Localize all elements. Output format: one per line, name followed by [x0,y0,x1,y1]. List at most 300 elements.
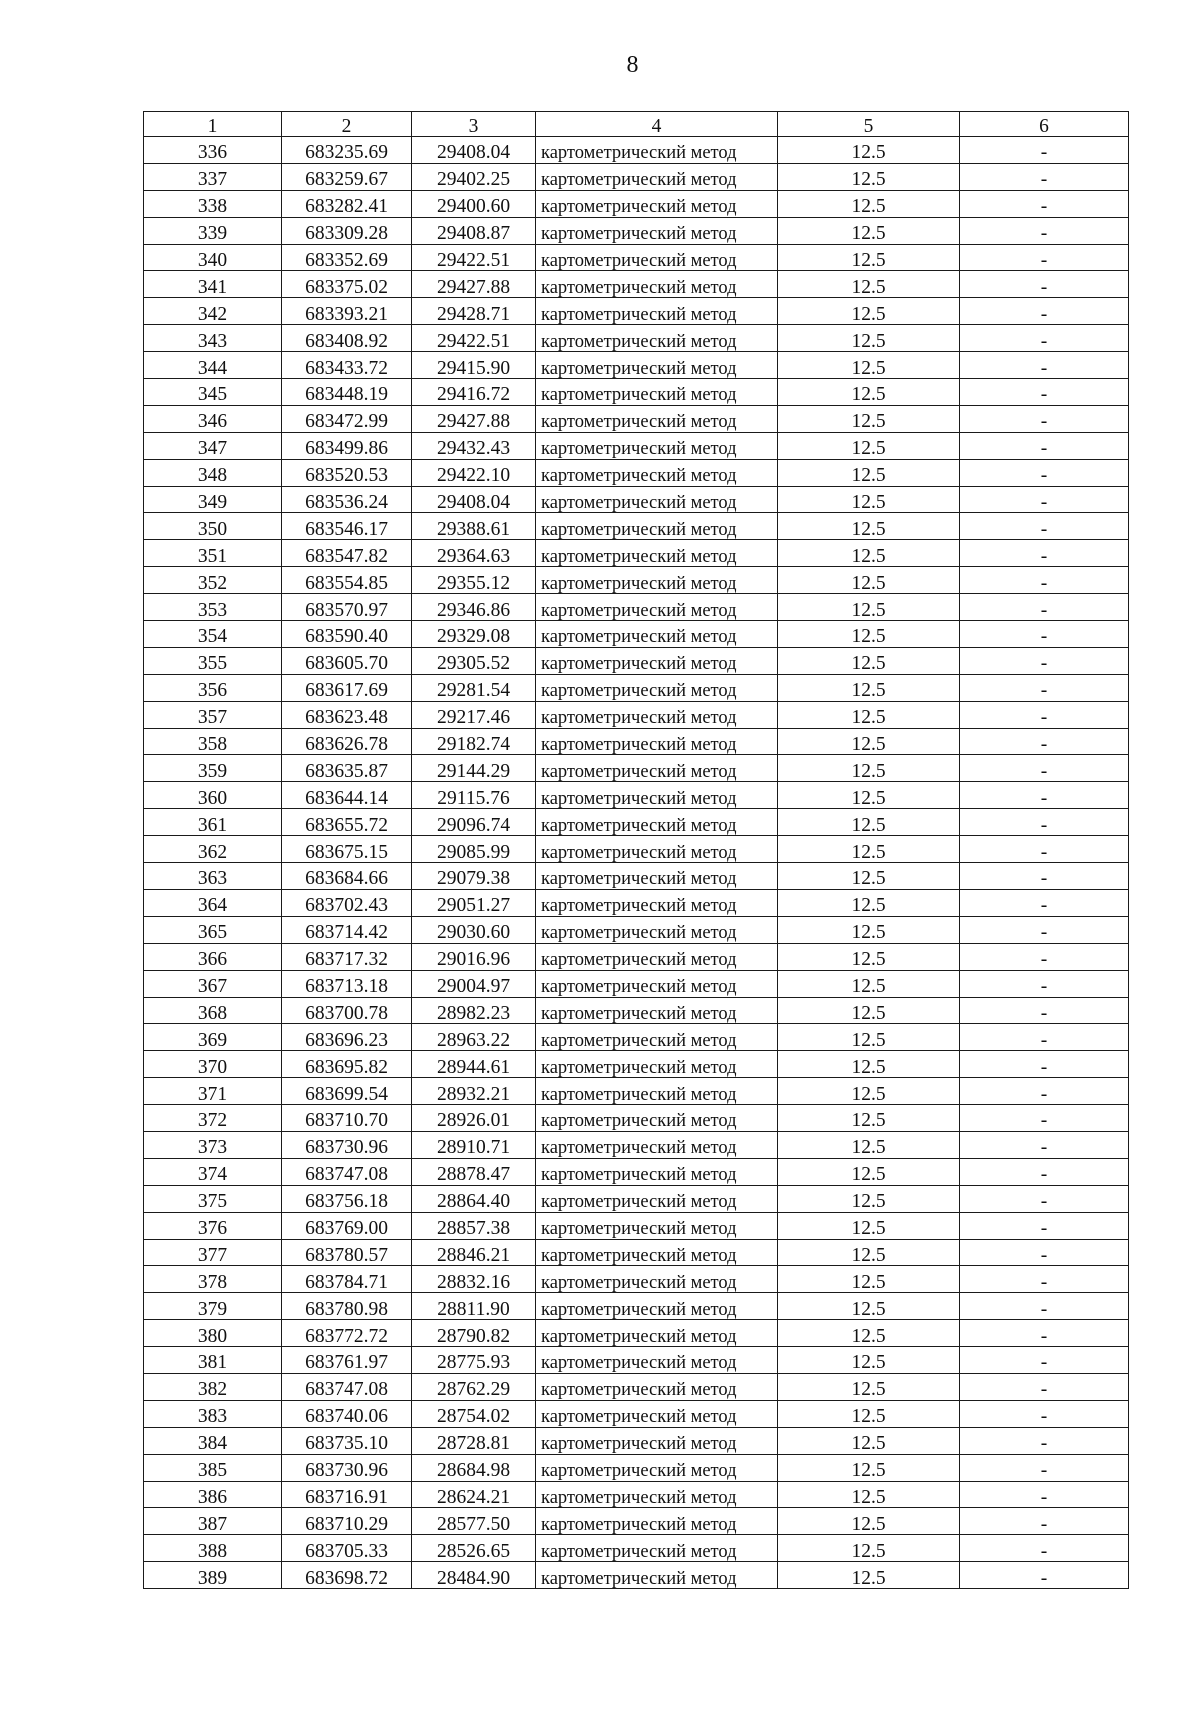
table-row [144,997,1129,1024]
table-row [144,540,1129,567]
cell-note: - [960,352,1129,379]
table-row [144,674,1129,701]
cell-x-coordinate: 683375.02 [282,271,412,298]
cell-note: - [960,1400,1129,1427]
cell-x-coordinate: 683590.40 [282,621,412,648]
cell-method: картометрический метод [536,863,778,890]
cell-point-number: 372 [144,1105,282,1132]
cell-point-number: 379 [144,1293,282,1320]
cell-x-coordinate: 683730.96 [282,1131,412,1158]
table-row [144,1158,1129,1185]
cell-accuracy: 12.5 [778,1373,960,1400]
cell-point-number: 351 [144,540,282,567]
table-row [144,970,1129,997]
cell-note: - [960,863,1129,890]
cell-y-coordinate: 28963.22 [412,1024,536,1051]
cell-method: картометрический метод [536,1373,778,1400]
cell-y-coordinate: 29096.74 [412,809,536,836]
cell-method: картометрический метод [536,1347,778,1374]
cell-y-coordinate: 28932.21 [412,1078,536,1105]
cell-accuracy: 12.5 [778,970,960,997]
cell-note: - [960,1212,1129,1239]
cell-point-number: 346 [144,405,282,432]
table-row [144,889,1129,916]
cell-point-number: 375 [144,1185,282,1212]
cell-y-coordinate: 28684.98 [412,1454,536,1481]
cell-note: - [960,836,1129,863]
cell-note: - [960,379,1129,406]
cell-point-number: 349 [144,486,282,513]
cell-point-number: 356 [144,674,282,701]
cell-note: - [960,244,1129,271]
table-row [144,217,1129,244]
cell-accuracy: 12.5 [778,1078,960,1105]
cell-accuracy: 12.5 [778,755,960,782]
cell-note: - [960,271,1129,298]
cell-accuracy: 12.5 [778,836,960,863]
cell-accuracy: 12.5 [778,1427,960,1454]
header-cell-4: 4 [536,112,778,137]
cell-x-coordinate: 683699.54 [282,1078,412,1105]
cell-accuracy: 12.5 [778,701,960,728]
cell-accuracy: 12.5 [778,647,960,674]
cell-method: картометрический метод [536,1535,778,1562]
table-row [144,755,1129,782]
cell-x-coordinate: 683352.69 [282,244,412,271]
cell-note: - [960,701,1129,728]
cell-note: - [960,432,1129,459]
cell-x-coordinate: 683408.92 [282,325,412,352]
cell-y-coordinate: 28728.81 [412,1427,536,1454]
cell-x-coordinate: 683769.00 [282,1212,412,1239]
cell-point-number: 383 [144,1400,282,1427]
cell-point-number: 370 [144,1051,282,1078]
cell-y-coordinate: 29355.12 [412,567,536,594]
cell-x-coordinate: 683747.08 [282,1373,412,1400]
cell-accuracy: 12.5 [778,1293,960,1320]
cell-accuracy: 12.5 [778,244,960,271]
cell-point-number: 353 [144,594,282,621]
table-row [144,836,1129,863]
table-row [144,809,1129,836]
cell-y-coordinate: 28944.61 [412,1051,536,1078]
cell-point-number: 360 [144,782,282,809]
cell-y-coordinate: 29422.51 [412,325,536,352]
cell-method: картометрический метод [536,513,778,540]
table-row [144,1373,1129,1400]
table-row [144,325,1129,352]
cell-point-number: 389 [144,1562,282,1589]
cell-method: картометрический метод [536,486,778,513]
cell-method: картометрический метод [536,1185,778,1212]
cell-accuracy: 12.5 [778,809,960,836]
cell-point-number: 342 [144,298,282,325]
cell-note: - [960,916,1129,943]
cell-point-number: 357 [144,701,282,728]
table-row [144,244,1129,271]
cell-note: - [960,1051,1129,1078]
cell-y-coordinate: 29144.29 [412,755,536,782]
cell-accuracy: 12.5 [778,379,960,406]
cell-accuracy: 12.5 [778,1105,960,1132]
cell-x-coordinate: 683717.32 [282,943,412,970]
cell-accuracy: 12.5 [778,190,960,217]
cell-y-coordinate: 28775.93 [412,1347,536,1374]
cell-point-number: 373 [144,1131,282,1158]
cell-accuracy: 12.5 [778,1024,960,1051]
cell-y-coordinate: 29416.72 [412,379,536,406]
cell-method: картометрический метод [536,1454,778,1481]
cell-x-coordinate: 683700.78 [282,997,412,1024]
cell-accuracy: 12.5 [778,405,960,432]
cell-method: картометрический метод [536,755,778,782]
cell-x-coordinate: 683695.82 [282,1051,412,1078]
cell-y-coordinate: 29415.90 [412,352,536,379]
cell-method: картометрический метод [536,1266,778,1293]
table-row [144,1481,1129,1508]
cell-method: картометрический метод [536,916,778,943]
cell-y-coordinate: 28910.71 [412,1131,536,1158]
cell-method: картометрический метод [536,271,778,298]
cell-note: - [960,1158,1129,1185]
table-row [144,594,1129,621]
cell-note: - [960,190,1129,217]
table-row [144,379,1129,406]
cell-note: - [960,1185,1129,1212]
cell-y-coordinate: 29085.99 [412,836,536,863]
cell-x-coordinate: 683520.53 [282,459,412,486]
table-row [144,271,1129,298]
cell-method: картометрический метод [536,325,778,352]
cell-accuracy: 12.5 [778,997,960,1024]
cell-method: картометрический метод [536,836,778,863]
cell-x-coordinate: 683547.82 [282,540,412,567]
cell-y-coordinate: 29182.74 [412,728,536,755]
cell-y-coordinate: 28982.23 [412,997,536,1024]
cell-note: - [960,1105,1129,1132]
cell-x-coordinate: 683713.18 [282,970,412,997]
cell-note: - [960,1078,1129,1105]
table-row [144,943,1129,970]
cell-point-number: 377 [144,1239,282,1266]
cell-method: картометрический метод [536,459,778,486]
cell-y-coordinate: 29217.46 [412,701,536,728]
cell-note: - [960,486,1129,513]
table-row [144,352,1129,379]
cell-accuracy: 12.5 [778,728,960,755]
cell-x-coordinate: 683710.70 [282,1105,412,1132]
cell-method: картометрический метод [536,567,778,594]
cell-accuracy: 12.5 [778,1481,960,1508]
header-cell-6: 6 [960,112,1129,137]
cell-y-coordinate: 29422.10 [412,459,536,486]
cell-x-coordinate: 683626.78 [282,728,412,755]
cell-accuracy: 12.5 [778,594,960,621]
cell-method: картометрический метод [536,647,778,674]
cell-accuracy: 12.5 [778,863,960,890]
cell-accuracy: 12.5 [778,1400,960,1427]
cell-accuracy: 12.5 [778,1454,960,1481]
cell-point-number: 350 [144,513,282,540]
cell-accuracy: 12.5 [778,1212,960,1239]
cell-x-coordinate: 683546.17 [282,513,412,540]
cell-note: - [960,1373,1129,1400]
cell-x-coordinate: 683617.69 [282,674,412,701]
cell-x-coordinate: 683635.87 [282,755,412,782]
cell-note: - [960,1293,1129,1320]
cell-note: - [960,970,1129,997]
cell-y-coordinate: 28811.90 [412,1293,536,1320]
cell-accuracy: 12.5 [778,1508,960,1535]
cell-x-coordinate: 683730.96 [282,1454,412,1481]
table-row [144,1535,1129,1562]
table-row [144,513,1129,540]
cell-note: - [960,889,1129,916]
cell-y-coordinate: 28857.38 [412,1212,536,1239]
cell-x-coordinate: 683282.41 [282,190,412,217]
cell-accuracy: 12.5 [778,621,960,648]
cell-y-coordinate: 29016.96 [412,943,536,970]
table-row [144,1131,1129,1158]
table-row [144,701,1129,728]
cell-method: картометрический метод [536,1481,778,1508]
cell-point-number: 363 [144,863,282,890]
table-row [144,1320,1129,1347]
cell-note: - [960,1266,1129,1293]
cell-y-coordinate: 29422.51 [412,244,536,271]
cell-note: - [960,540,1129,567]
cell-accuracy: 12.5 [778,1347,960,1374]
header-cell-5: 5 [778,112,960,137]
table-row [144,163,1129,190]
cell-method: картометрический метод [536,1212,778,1239]
cell-method: картометрический метод [536,405,778,432]
table-row [144,298,1129,325]
cell-method: картометрический метод [536,432,778,459]
cell-point-number: 359 [144,755,282,782]
cell-method: картометрический метод [536,1320,778,1347]
cell-x-coordinate: 683735.10 [282,1427,412,1454]
cell-method: картометрический метод [536,943,778,970]
cell-note: - [960,755,1129,782]
cell-y-coordinate: 28526.65 [412,1535,536,1562]
cell-x-coordinate: 683696.23 [282,1024,412,1051]
table-row [144,1508,1129,1535]
cell-note: - [960,163,1129,190]
cell-method: картометрический метод [536,1427,778,1454]
cell-y-coordinate: 28832.16 [412,1266,536,1293]
cell-note: - [960,782,1129,809]
cell-method: картометрический метод [536,1562,778,1589]
cell-accuracy: 12.5 [778,486,960,513]
table-row [144,1562,1129,1589]
cell-note: - [960,405,1129,432]
cell-method: картометрический метод [536,594,778,621]
cell-method: картометрический метод [536,1293,778,1320]
cell-point-number: 378 [144,1266,282,1293]
table-row [144,137,1129,164]
cell-method: картометрический метод [536,1131,778,1158]
cell-note: - [960,1535,1129,1562]
table-row [144,190,1129,217]
cell-accuracy: 12.5 [778,1131,960,1158]
cell-note: - [960,137,1129,164]
table-row [144,1454,1129,1481]
cell-accuracy: 12.5 [778,1562,960,1589]
cell-accuracy: 12.5 [778,271,960,298]
table-row [144,621,1129,648]
cell-y-coordinate: 29408.04 [412,137,536,164]
cell-y-coordinate: 29281.54 [412,674,536,701]
table-row [144,432,1129,459]
header-cell-1: 1 [144,112,282,137]
cell-point-number: 366 [144,943,282,970]
table-row [144,1078,1129,1105]
table-row [144,1427,1129,1454]
table-row [144,1024,1129,1051]
cell-x-coordinate: 683605.70 [282,647,412,674]
cell-point-number: 380 [144,1320,282,1347]
cell-y-coordinate: 29400.60 [412,190,536,217]
cell-note: - [960,647,1129,674]
cell-y-coordinate: 29428.71 [412,298,536,325]
cell-accuracy: 12.5 [778,674,960,701]
header-cell-3: 3 [412,112,536,137]
cell-x-coordinate: 683433.72 [282,352,412,379]
cell-point-number: 361 [144,809,282,836]
cell-method: картометрический метод [536,1051,778,1078]
cell-x-coordinate: 683644.14 [282,782,412,809]
cell-x-coordinate: 683499.86 [282,432,412,459]
cell-y-coordinate: 29115.76 [412,782,536,809]
table-row [144,1105,1129,1132]
table-row [144,1347,1129,1374]
cell-note: - [960,1454,1129,1481]
cell-y-coordinate: 29030.60 [412,916,536,943]
cell-method: картометрический метод [536,728,778,755]
cell-point-number: 384 [144,1427,282,1454]
cell-accuracy: 12.5 [778,217,960,244]
cell-accuracy: 12.5 [778,889,960,916]
cell-note: - [960,594,1129,621]
cell-method: картометрический метод [536,137,778,164]
cell-y-coordinate: 28926.01 [412,1105,536,1132]
cell-y-coordinate: 29305.52 [412,647,536,674]
cell-accuracy: 12.5 [778,432,960,459]
cell-x-coordinate: 683472.99 [282,405,412,432]
cell-point-number: 345 [144,379,282,406]
cell-y-coordinate: 28790.82 [412,1320,536,1347]
cell-x-coordinate: 683393.21 [282,298,412,325]
cell-note: - [960,1347,1129,1374]
cell-accuracy: 12.5 [778,352,960,379]
table-body [144,137,1129,1589]
cell-note: - [960,1427,1129,1454]
cell-note: - [960,997,1129,1024]
cell-note: - [960,1239,1129,1266]
cell-y-coordinate: 28846.21 [412,1239,536,1266]
cell-note: - [960,1562,1129,1589]
cell-x-coordinate: 683747.08 [282,1158,412,1185]
cell-method: картометрический метод [536,1400,778,1427]
cell-y-coordinate: 28577.50 [412,1508,536,1535]
cell-accuracy: 12.5 [778,943,960,970]
cell-x-coordinate: 683714.42 [282,916,412,943]
table-row [144,1185,1129,1212]
cell-x-coordinate: 683780.57 [282,1239,412,1266]
cell-note: - [960,728,1129,755]
cell-method: картометрический метод [536,379,778,406]
cell-method: картометрический метод [536,701,778,728]
cell-method: картометрический метод [536,970,778,997]
cell-x-coordinate: 683761.97 [282,1347,412,1374]
cell-x-coordinate: 683772.72 [282,1320,412,1347]
cell-point-number: 354 [144,621,282,648]
cell-accuracy: 12.5 [778,513,960,540]
cell-x-coordinate: 683309.28 [282,217,412,244]
table-row [144,782,1129,809]
cell-x-coordinate: 683554.85 [282,567,412,594]
cell-accuracy: 12.5 [778,459,960,486]
cell-note: - [960,943,1129,970]
table-row [144,1293,1129,1320]
cell-x-coordinate: 683536.24 [282,486,412,513]
cell-accuracy: 12.5 [778,916,960,943]
cell-point-number: 385 [144,1454,282,1481]
cell-x-coordinate: 683740.06 [282,1400,412,1427]
cell-y-coordinate: 29388.61 [412,513,536,540]
cell-note: - [960,567,1129,594]
cell-x-coordinate: 683623.48 [282,701,412,728]
cell-note: - [960,1508,1129,1535]
cell-accuracy: 12.5 [778,1266,960,1293]
cell-x-coordinate: 683784.71 [282,1266,412,1293]
cell-point-number: 337 [144,163,282,190]
cell-y-coordinate: 29427.88 [412,405,536,432]
cell-method: картометрический метод [536,674,778,701]
cell-accuracy: 12.5 [778,1535,960,1562]
table-row [144,1400,1129,1427]
cell-point-number: 367 [144,970,282,997]
cell-note: - [960,809,1129,836]
table-header [144,112,1129,137]
cell-point-number: 347 [144,432,282,459]
cell-point-number: 348 [144,459,282,486]
cell-point-number: 376 [144,1212,282,1239]
cell-point-number: 338 [144,190,282,217]
cell-x-coordinate: 683235.69 [282,137,412,164]
table-row [144,405,1129,432]
cell-accuracy: 12.5 [778,163,960,190]
table-row [144,1212,1129,1239]
cell-note: - [960,1481,1129,1508]
cell-y-coordinate: 29329.08 [412,621,536,648]
cell-method: картометрический метод [536,244,778,271]
cell-point-number: 381 [144,1347,282,1374]
cell-method: картометрический метод [536,889,778,916]
cell-point-number: 374 [144,1158,282,1185]
cell-y-coordinate: 28484.90 [412,1562,536,1589]
cell-y-coordinate: 29346.86 [412,594,536,621]
table-row [144,486,1129,513]
cell-point-number: 340 [144,244,282,271]
table-row [144,863,1129,890]
cell-x-coordinate: 683655.72 [282,809,412,836]
cell-point-number: 341 [144,271,282,298]
cell-point-number: 352 [144,567,282,594]
cell-y-coordinate: 28878.47 [412,1158,536,1185]
cell-point-number: 365 [144,916,282,943]
